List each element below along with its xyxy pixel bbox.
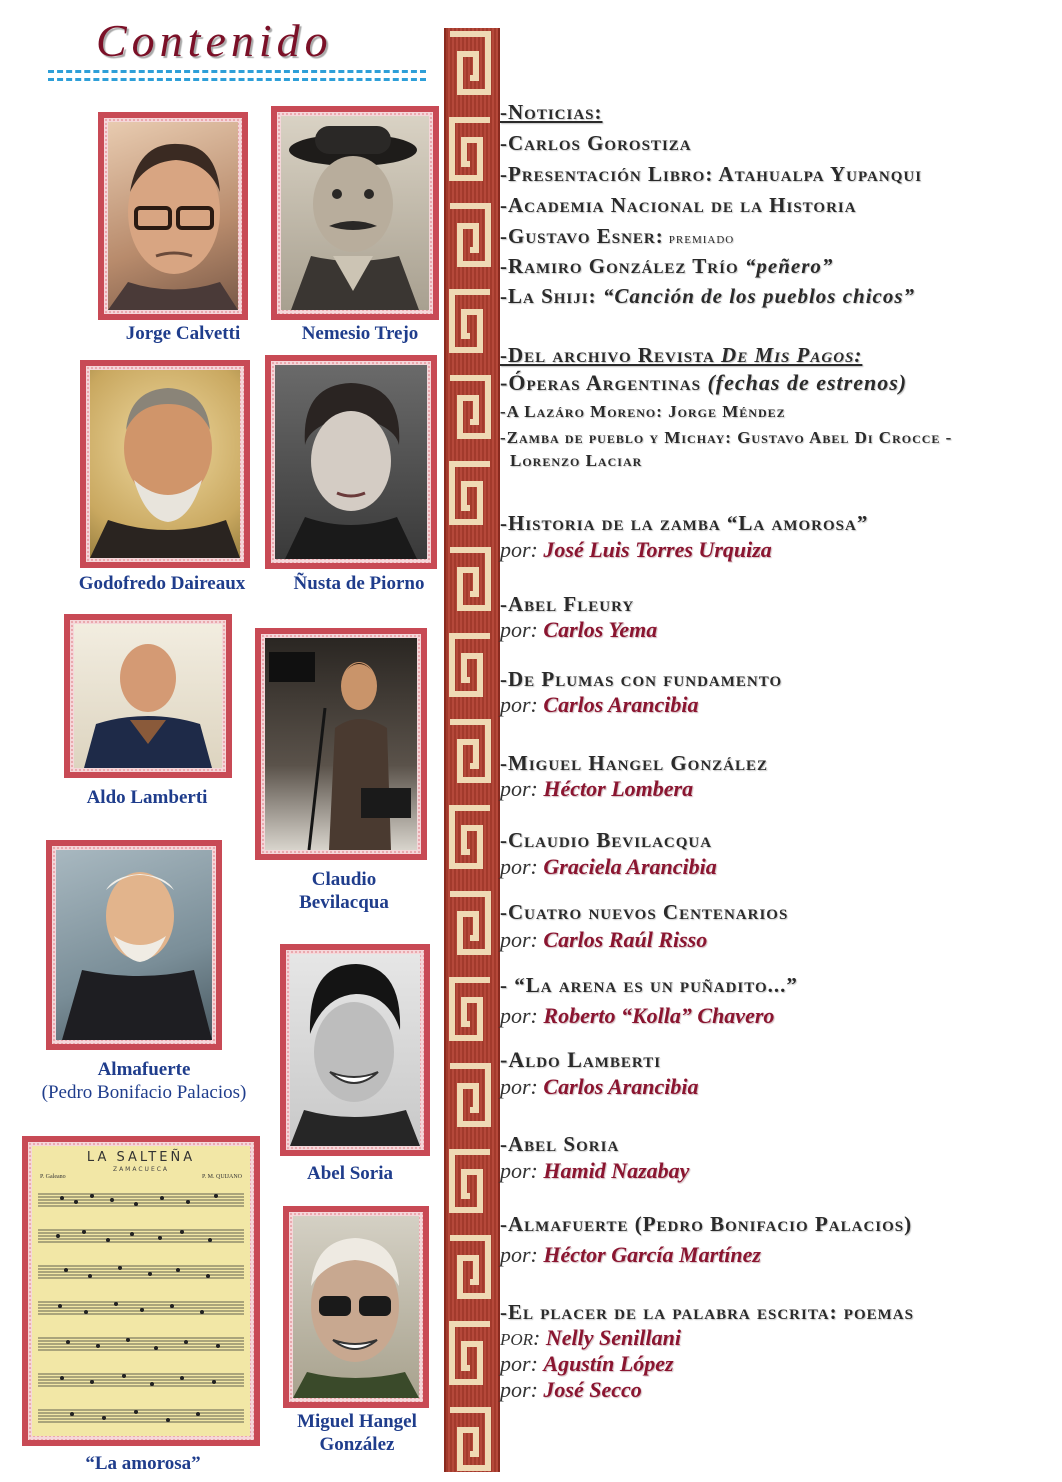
caption-claudio-bevilacqua (262, 868, 426, 914)
toc-archivo-label: -Del archivo Revista (500, 343, 722, 367)
toc-fleury-author: Carlos Yema (543, 617, 658, 642)
caption-jorge-calvetti: Jorge Calvetti (125, 323, 241, 344)
toc-shiji-title: “Canción de los pueblos chicos” (602, 284, 916, 308)
greek-key-motif (450, 550, 488, 608)
portrait-piorno (275, 365, 427, 559)
toc-historia-credit (500, 537, 772, 563)
greek-key-motif (452, 1152, 490, 1210)
greek-key-motif (452, 1324, 490, 1382)
toc-placer-by-1: POR (500, 1330, 534, 1349)
toc-fleury-by: por: (500, 617, 544, 642)
toc-historia: -Historia de la zamba “La amorosa” (500, 511, 869, 535)
toc-aldo-credit (500, 1074, 698, 1100)
caption-abel-soria: Abel Soria (306, 1163, 394, 1184)
toc-fleury-credit (500, 617, 657, 643)
toc-zamba-line1: -Zamba de pueblo y Michay: Gustavo Abel Di Crocce - (500, 428, 953, 447)
toc-academia: -Academia Nacional de la Historia (500, 193, 857, 217)
toc-claudio-credit (500, 854, 717, 880)
caption-gonzalez-line2: González (319, 1434, 395, 1455)
page-title: Contenido (96, 15, 333, 66)
toc-soria-by: por: (500, 1158, 544, 1183)
toc-esner (500, 224, 734, 249)
toc-placer-credit-3 (500, 1377, 642, 1403)
photo-nemesio-trejo (271, 106, 439, 320)
greek-key-motif (450, 1238, 488, 1296)
greek-key-motif (450, 378, 488, 436)
portrait-bevilacqua (265, 638, 417, 850)
toc-cuatro-author: Carlos Raúl Risso (543, 927, 708, 952)
caption-miguel-hangel-gonzalez (272, 1410, 442, 1456)
caption-nusta-de-piorno: Ñusta de Piorno (293, 573, 425, 594)
greek-key-motif (452, 120, 490, 178)
portrait-calvetti (108, 122, 238, 310)
score-la-amorosa (22, 1136, 260, 1446)
toc-operas-note: (fechas de estrenos) (707, 370, 908, 395)
portrait-soria (290, 954, 420, 1146)
portrait-daireaux (90, 370, 240, 558)
photo-abel-soria (280, 944, 430, 1156)
toc-libro: -Presentación Libro: Atahualpa Yupanqui (500, 162, 923, 186)
score-subtitle: ZAMACUECA (112, 1166, 170, 1173)
toc-fleury: -Abel Fleury (500, 592, 635, 616)
toc-lazaro: -A Lazáro Moreno: Jorge Méndez (500, 402, 786, 421)
toc-noticias: -Noticias: (500, 100, 603, 124)
toc-plumas-credit (500, 692, 698, 718)
toc-soria: -Abel Soria (500, 1132, 620, 1156)
greek-key-motif (452, 636, 490, 694)
greek-key-motif (452, 808, 490, 866)
photo-nusta-de-piorno (265, 355, 437, 569)
caption-nemesio-trejo: Nemesio Trejo (301, 323, 419, 344)
toc-placer-by-2: por (500, 1351, 531, 1376)
greek-key-pattern (446, 28, 494, 1472)
toc-miguel: -Miguel Hangel González (500, 751, 769, 775)
portrait-trejo (281, 116, 429, 310)
toc-almafuerte-credit (500, 1242, 761, 1268)
caption-almafuerte-sub: (Pedro Bonifacio Palacios) (41, 1082, 247, 1103)
toc-ramiro (500, 254, 833, 279)
toc-claudio-by: por: (500, 854, 544, 879)
score-title: LA SALTEÑA (86, 1150, 196, 1165)
greek-key-motif (450, 34, 488, 92)
toc-placer-colon-2: : (530, 1351, 544, 1376)
caption-almafuerte (30, 1058, 258, 1104)
toc-aldo-by: por: (500, 1074, 544, 1099)
caption-claudio-line2: Bevilacqua (299, 892, 389, 913)
caption-gonzalez-line1: Miguel Hangel (297, 1411, 417, 1432)
toc-miguel-credit (500, 776, 693, 802)
photo-jorge-calvetti (98, 112, 248, 320)
score-left-credit: P. Galeano (40, 1174, 66, 1180)
toc-placer-author-3: José Secco (543, 1377, 642, 1402)
toc-placer: -El placer de la palabra escrita: poemas (500, 1300, 914, 1324)
greek-key-motif (450, 1066, 488, 1124)
toc-placer-credit-2 (500, 1351, 674, 1377)
toc-archivo-title: De Mis Pagos: (721, 343, 863, 367)
greek-key-motif (450, 206, 488, 264)
caption-godofredo-daireaux: Godofredo Daireaux (78, 573, 246, 594)
toc-almafuerte: -Almafuerte (Pedro Bonifacio Palacios) (500, 1212, 913, 1236)
toc-miguel-author: Héctor Lombera (543, 776, 694, 801)
toc-arena-by: por: (500, 1003, 544, 1028)
title-rule-top (48, 70, 426, 73)
greek-key-motif (452, 292, 490, 350)
toc-shiji-name: -La Shiji: (500, 284, 603, 308)
photo-miguel-hangel-gonzalez (283, 1206, 429, 1408)
toc-cuatro-credit (500, 927, 707, 953)
toc-plumas-by: por: (500, 692, 544, 717)
photo-almafuerte (46, 840, 222, 1050)
toc-ramiro-name: -Ramiro González Trío (500, 254, 745, 278)
toc-cuatro: -Cuatro nuevos Centenarios (500, 900, 789, 924)
photo-aldo-lamberti (64, 614, 232, 778)
toc-esner-tag: premiado (663, 230, 735, 247)
toc-placer-author-2: Agustín López (543, 1351, 674, 1376)
title-rule-bottom (48, 78, 426, 81)
toc-claudio: -Claudio Bevilacqua (500, 828, 713, 852)
toc-cuatro-by: por: (500, 927, 544, 952)
toc-arena-author: Roberto “Kolla” Chavero (543, 1003, 775, 1028)
greek-key-motif (450, 722, 488, 780)
toc-esner-name: -Gustavo Esner: (500, 224, 664, 248)
caption-la-amorosa: “La amorosa” (85, 1453, 201, 1474)
photo-claudio-bevilacqua (255, 628, 427, 860)
toc-operas (500, 370, 907, 396)
toc-gorostiza: -Carlos Gorostiza (500, 131, 692, 155)
toc-claudio-author: Graciela Arancibia (543, 854, 717, 879)
toc-archivo (500, 343, 862, 368)
greek-key-motif (452, 980, 490, 1038)
caption-aldo-lamberti: Aldo Lamberti (86, 787, 208, 808)
toc-historia-author: José Luis Torres Urquiza (543, 537, 772, 562)
portrait-almafuerte (56, 850, 212, 1040)
toc-soria-credit (500, 1158, 689, 1184)
woven-band (444, 28, 500, 1472)
toc-soria-author: Hamid Nazabay (543, 1158, 690, 1183)
toc-zamba-line2: Lorenzo Laciar (510, 451, 643, 470)
toc-shiji (500, 284, 915, 309)
toc-historia-by: por: (500, 537, 544, 562)
toc-miguel-by: por: (500, 776, 544, 801)
score-right-credit: P. M. QUIJANO (201, 1174, 242, 1180)
portrait-lamberti (74, 624, 222, 768)
toc-arena-credit (500, 1003, 774, 1029)
toc-placer-author-1: Nelly Senillani (545, 1325, 681, 1350)
toc-operas-label: -Óperas Argentinas (500, 370, 708, 395)
caption-almafuerte-name: Almafuerte (97, 1059, 191, 1080)
toc-almafuerte-by: por: (500, 1242, 544, 1267)
toc-arena: - “La arena es un puñadito...” (500, 973, 798, 997)
toc-placer-by-3: por (500, 1377, 531, 1402)
toc-placer-colon-1: : (533, 1325, 546, 1350)
score-staves (32, 1186, 250, 1436)
portrait-gonzalez (293, 1216, 419, 1398)
toc-aldo-author: Carlos Arancibia (543, 1074, 699, 1099)
toc-placer-colon-3: : (530, 1377, 544, 1402)
greek-key-motif (450, 894, 488, 952)
photo-godofredo-daireaux (80, 360, 250, 568)
toc-aldo: -Aldo Lamberti (500, 1047, 662, 1072)
toc-almafuerte-author: Héctor García Martínez (543, 1242, 761, 1267)
greek-key-motif (450, 1410, 488, 1468)
caption-claudio-line1: Claudio (311, 869, 377, 890)
toc-placer-credit-1 (500, 1325, 681, 1351)
greek-key-motif (452, 464, 490, 522)
toc-plumas-author: Carlos Arancibia (543, 692, 699, 717)
toc-plumas: -De Plumas con fundamento (500, 667, 783, 691)
toc-ramiro-tag: “peñero” (744, 254, 834, 278)
